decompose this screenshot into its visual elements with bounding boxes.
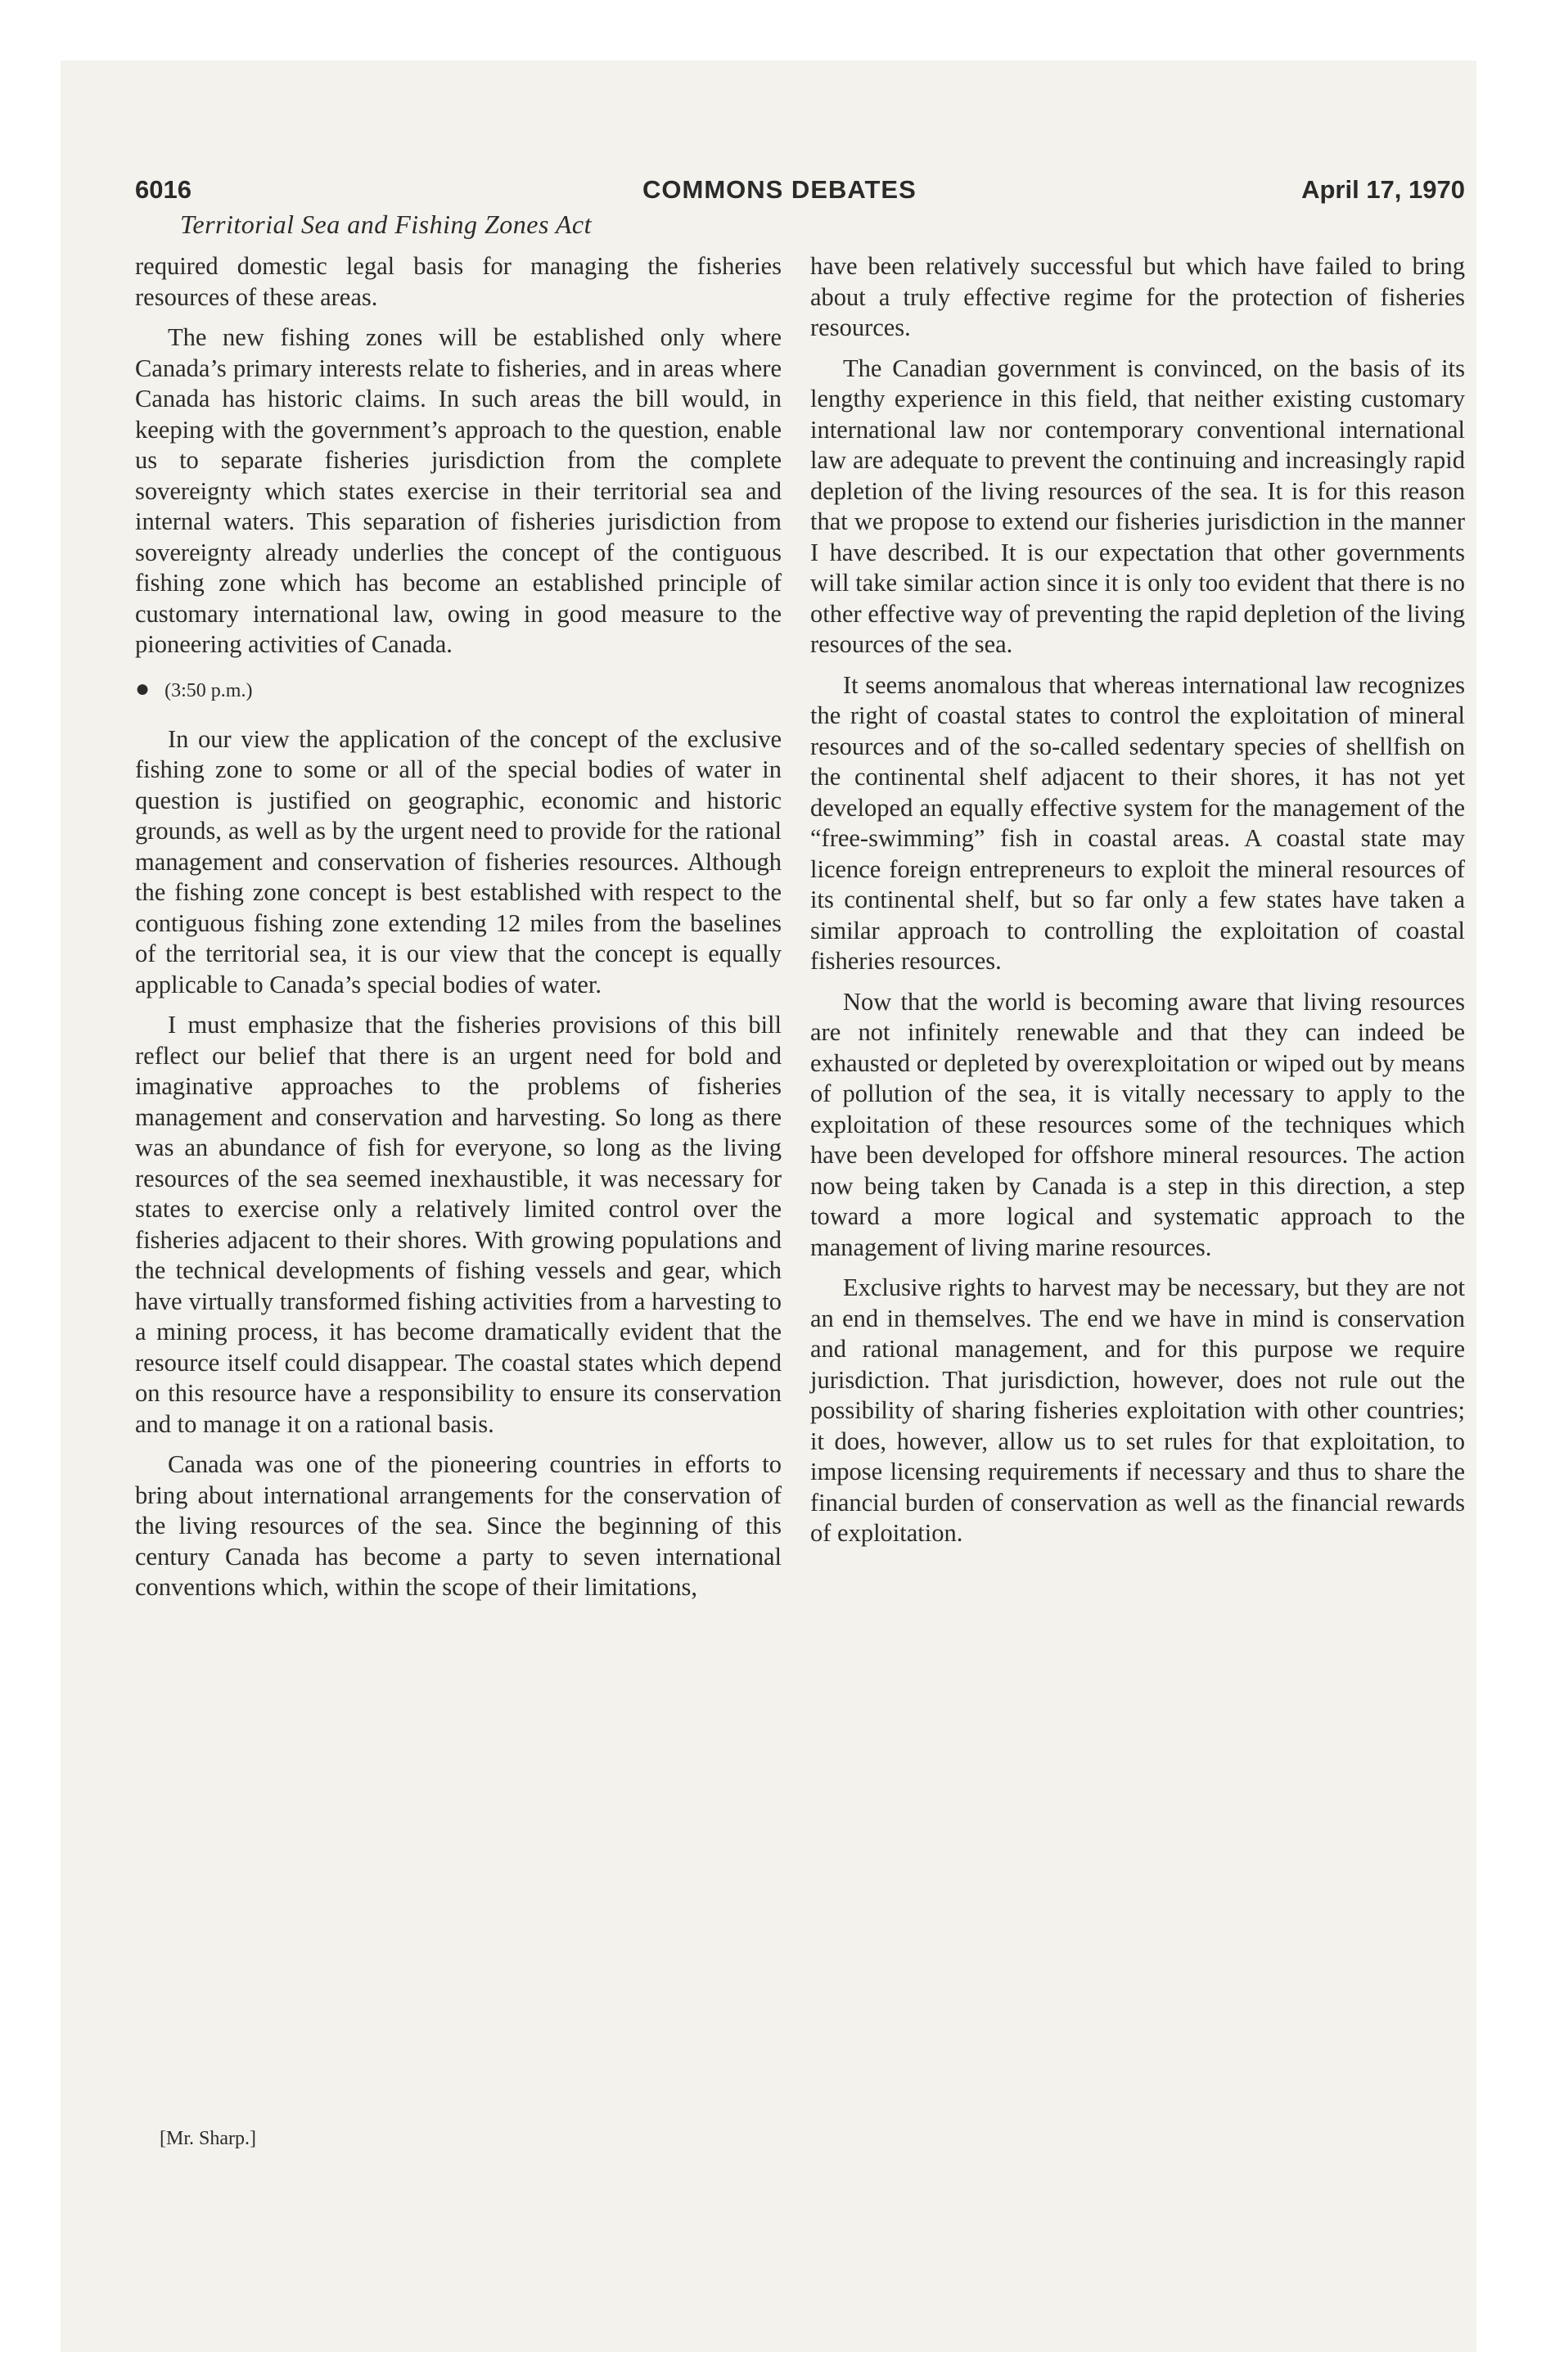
paragraph: required domestic legal basis for managing the fisheries resources of these areas.	[135, 252, 782, 311]
page-number: 6016	[135, 175, 192, 204]
left-column	[135, 251, 782, 1613]
paragraph: have been relatively successful but which have failed to bring about a truly effective regime for the protection of fisheries resources.	[810, 252, 1465, 341]
paragraph: It seems anomalous that whereas international law recognizes the right of coastal states to control the exploitation of mineral resources and of the so-called sedentary species of shellfish on the continental shelf adjacent to their shores, it has not yet developed an equally effective system for the management of the “free-swimming” fish in coastal areas. A coastal state may licence foreign entrepreneurs to exploit the mineral resources of its continental shelf, but so far only a few states have taken a similar approach to controlling the exploitation of coastal fisheries resources.	[810, 670, 1465, 975]
paragraph: In our view the application of the concept of the exclusive fishing zone to some or all of the special bodies of water in question is justified on geographic, economic and historic grounds, as well as by the urgent need to provide for the rational management and conservation of fisheries resources. Although the fishing zone concept is best established with respect to the contiguous fishing zone extending 12 miles from the baselines of the territorial sea, it is our view that the concept is equally applicable to Canada’s special bodies of water.	[135, 724, 782, 998]
speaker-attribution: [Mr. Sharp.]	[160, 2128, 256, 2149]
paragraph: Canada was one of the pioneering countries in efforts to bring about international arrangements for the conservation of the living resources of the sea. Since the beginning of this century Canada has become a party to seven international conventions which, within the scope of their limitations,	[135, 1450, 782, 1601]
timestamp-text: (3:50 p.m.)	[165, 679, 253, 701]
paragraph: Now that the world is becoming aware that living resources are not infinitely renewable and that they can indeed be exhausted or depleted by overexploitation or wiped out by means of pollution of the sea, it is vitally necessary to apply to the exploitation of these resources some of the techniques which have been developed for offshore mineral resources. The action now being taken by Canada is a step in this direction, a step toward a more logical and systematic approach to the management of living marine resources.	[810, 987, 1465, 1261]
paragraph: The Canadian government is convinced, on the basis of its lengthy experience in this field, that neither existing customary international law nor contemporary conventional international law are adequate to prevent the continuing and increasingly rapid depletion of the living resources of the sea. It is for this reason that we propose to extend our fisheries jurisdiction in the manner I have described. It is our expectation that other governments will take similar action since it is only too evident that there is no other effective way of preventing the rapid depletion of the living resources of the sea.	[810, 354, 1465, 658]
paragraph: Exclusive rights to harvest may be necessary, but they are not an end in themselves. The end we have in mind is conservation and rational management, and for this purpose we require jurisdiction. That jurisdiction, however, does not rule out the possibility of sharing fisheries exploitation with other countries; it does, however, allow us to set rules for that exploitation, to impose licensing requirements if necessary and thus to share the financial burden of conservation as well as the financial rewards of exploitation.	[810, 1273, 1465, 1547]
bullet-icon: ●	[135, 674, 151, 702]
paragraph: I must emphasize that the fisheries provisions of this bill reflect our belief that there is an urgent need for bold and imaginative approaches to the problems of fisheries management and conservation and harvesting. So long as there was an abundance of fish for everyone, so long as the living resources of the sea seemed inexhaustible, it was necessary for states to exercise only a relatively limited control over the fisheries adjacent to their shores. With growing populations and the technical developments of fishing vessels and gear, which have virtually transformed fishing activities from a harvesting to a mining process, it has become dramatically evident that the resource itself could disappear. The coastal states which depend on this resource have a responsibility to ensure its conservation and to manage it on a rational basis.	[135, 1011, 782, 1438]
issue-date: April 17, 1970	[1301, 175, 1465, 204]
right-column	[810, 251, 1465, 1559]
timestamp	[135, 674, 782, 703]
section-title: Territorial Sea and Fishing Zones Act	[180, 210, 592, 239]
journal-title: COMMONS DEBATES	[642, 175, 917, 204]
paragraph: The new fishing zones will be established only where Canada’s primary interests relate to fisheries, and in areas where Canada has historic claims. In such areas the bill would, in keeping with the government’s approach to the question, enable us to separate fisheries jurisdiction from the complete sovereignty which states exercise in their territorial sea and internal waters. This separation of fisheries jurisdiction from sovereignty already underlies the concept of the contiguous fishing zone which has become an established principle of customary international law, owing in good measure to the pioneering activities of Canada.	[135, 323, 782, 658]
